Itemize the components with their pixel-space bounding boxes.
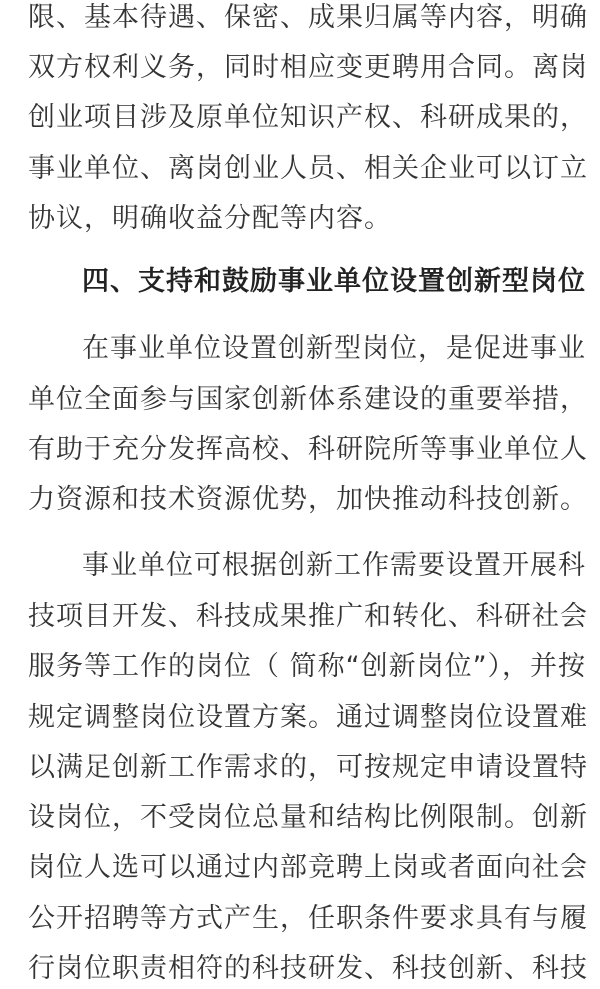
paragraph-1-line-5: 协议，明确收益分配等内容。 <box>28 203 392 234</box>
paragraph-3-line-9: 行岗位职责相符的科技研发、科技创新、科技 <box>28 953 588 984</box>
paragraph-1-line-4: 事业单位、离岗创业人员、相关企业可以订立 <box>28 153 588 184</box>
paragraph-3-line-1: 事业单位可根据创新工作需要设置开展科 <box>82 550 586 581</box>
paragraph-3-line-4: 规定调整岗位设置方案。通过调整岗位设置难 <box>28 702 588 733</box>
paragraph-3-line-2: 技项目开发、科技成果推广和转化、科研社会 <box>28 601 588 632</box>
paragraph-2-line-1: 在事业单位设置创新型岗位，是促进事业 <box>82 333 586 364</box>
paragraph-1-line-1: 限、基本待遇、保密、成果归属等内容，明确 <box>28 2 588 33</box>
paragraph-1-line-2: 双方权利义务，同时相应变更聘用合同。离岗 <box>28 52 588 83</box>
paragraph-3-line-5: 以满足创新工作需求的，可按规定申请设置特 <box>28 752 588 783</box>
section-heading: 四、支持和鼓励事业单位设置创新型岗位 <box>82 266 586 297</box>
paragraph-3-line-3: 服务等工作的岗位（ 简称“创新岗位”），并按 <box>28 651 587 682</box>
paragraph-3-line-6: 设岗位，不受岗位总量和结构比例限制。创新 <box>28 802 588 833</box>
paragraph-2-line-4: 力资源和技术资源优势，加快推动科技创新。 <box>28 484 588 515</box>
paragraph-1-line-3: 创业项目涉及原单位知识产权、科研成果的， <box>28 102 588 133</box>
paragraph-2-line-3: 有助于充分发挥高校、科研院所等事业单位人 <box>28 434 588 465</box>
paragraph-3-line-7: 岗位人选可以通过内部竞聘上岗或者面向社会 <box>28 852 588 883</box>
paragraph-3-line-8: 公开招聘等方式产生，任职条件要求具有与履 <box>28 903 588 934</box>
paragraph-2-line-2: 单位全面参与国家创新体系建设的重要举措， <box>28 384 588 415</box>
